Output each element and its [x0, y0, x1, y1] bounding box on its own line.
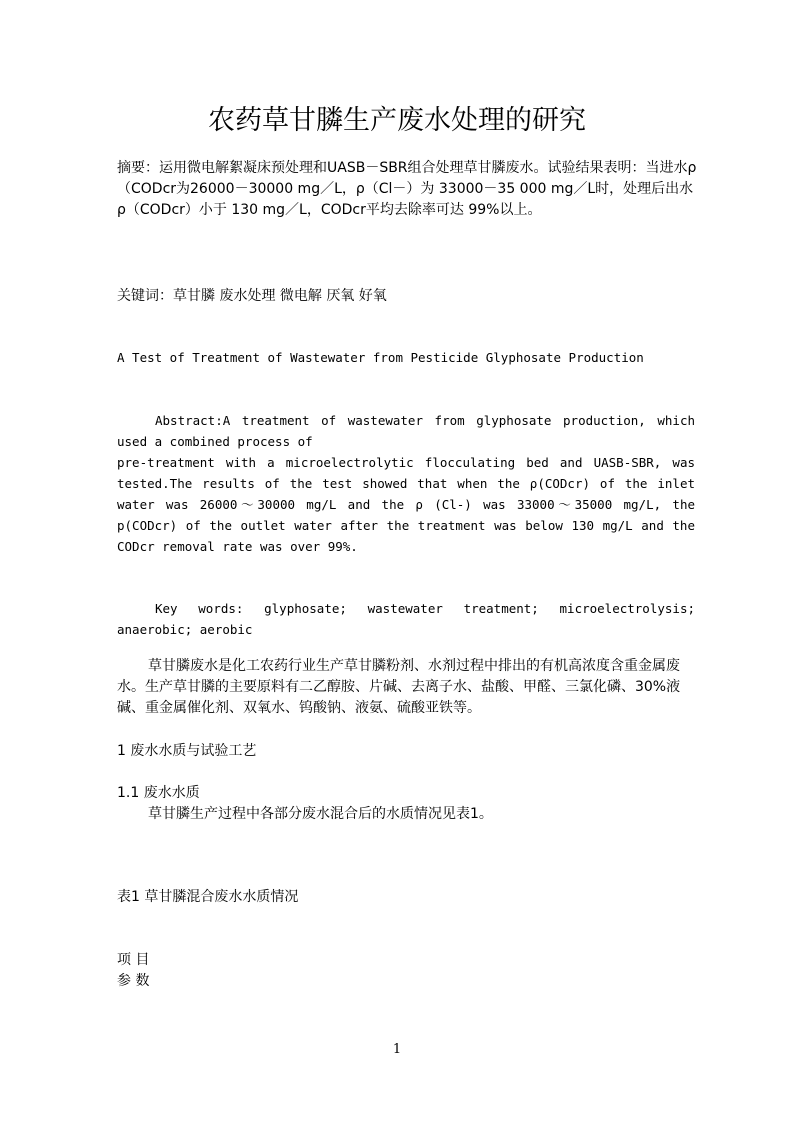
english-title: A Test of Treatment of Wastewater from Pesticide Glyphosate Production: [117, 350, 644, 365]
keywords-en: Key words: glyphosate; wastewater treatment; microelectrolysis; anaerobic; aerobic: [117, 601, 703, 637]
abstract-en-body: pre-treatment with a microelectrolytic flocculating bed and UASB-SBR, was tested.The results of the test showed that when the ρ(CODcr) of the inlet water was 26000～30000 mg/L and the ρ (Cl-) was 33000～35000 mg/L, the p(CODcr) of the outlet water after the treatment was below 130 mg/L and the CODcr removal rate was over 99%.: [117, 455, 703, 554]
table-column-parameter: 参 数: [117, 973, 150, 989]
keywords-zh: 关键词：草甘膦 废水处理 微电解 厌氧 好氧: [117, 288, 387, 304]
intro-paragraph: 草甘膦废水是化工农药行业生产草甘膦粉剂、水剂过程中排出的有机高浓度含重金属废水。生产草甘膦的主要原料有二乙醇胺、片碱、去离子水、盐酸、甲醛、三氯化磷、30%液碱、重金属催化剂、双氧水、钨酸钠、液氨、硫酸亚铁等。: [117, 658, 681, 716]
section-1-1-heading: 1.1 废水水质: [117, 785, 200, 801]
table-1-caption: 表1 草甘膦混合废水水质情况: [117, 889, 299, 905]
abstract-en-line1: Abstract:A treatment of wastewater from glyphosate production, which used a combined process of: [117, 413, 703, 449]
section-1-1-text: 草甘膦生产过程中各部分废水混合后的水质情况见表1。: [148, 806, 493, 822]
page-number: 1: [392, 1042, 402, 1057]
section-1-heading: 1 废水水质与试验工艺: [117, 743, 257, 759]
abstract-zh: 摘要：运用微电解絮凝床预处理和UASB－SBR组合处理草甘膦废水。试验结果表明：当进水ρ（CODcr为26000－30000 mg／L，ρ（Cl－）为 33000－35 000 mg／L时，处理后出水ρ（CODcr）小于 130 mg／L，CODcr平均去除率可达 99%以上。: [117, 160, 697, 218]
table-column-item: 项 目: [117, 952, 150, 968]
document-title: 农药草甘膦生产废水处理的研究: [208, 105, 586, 136]
